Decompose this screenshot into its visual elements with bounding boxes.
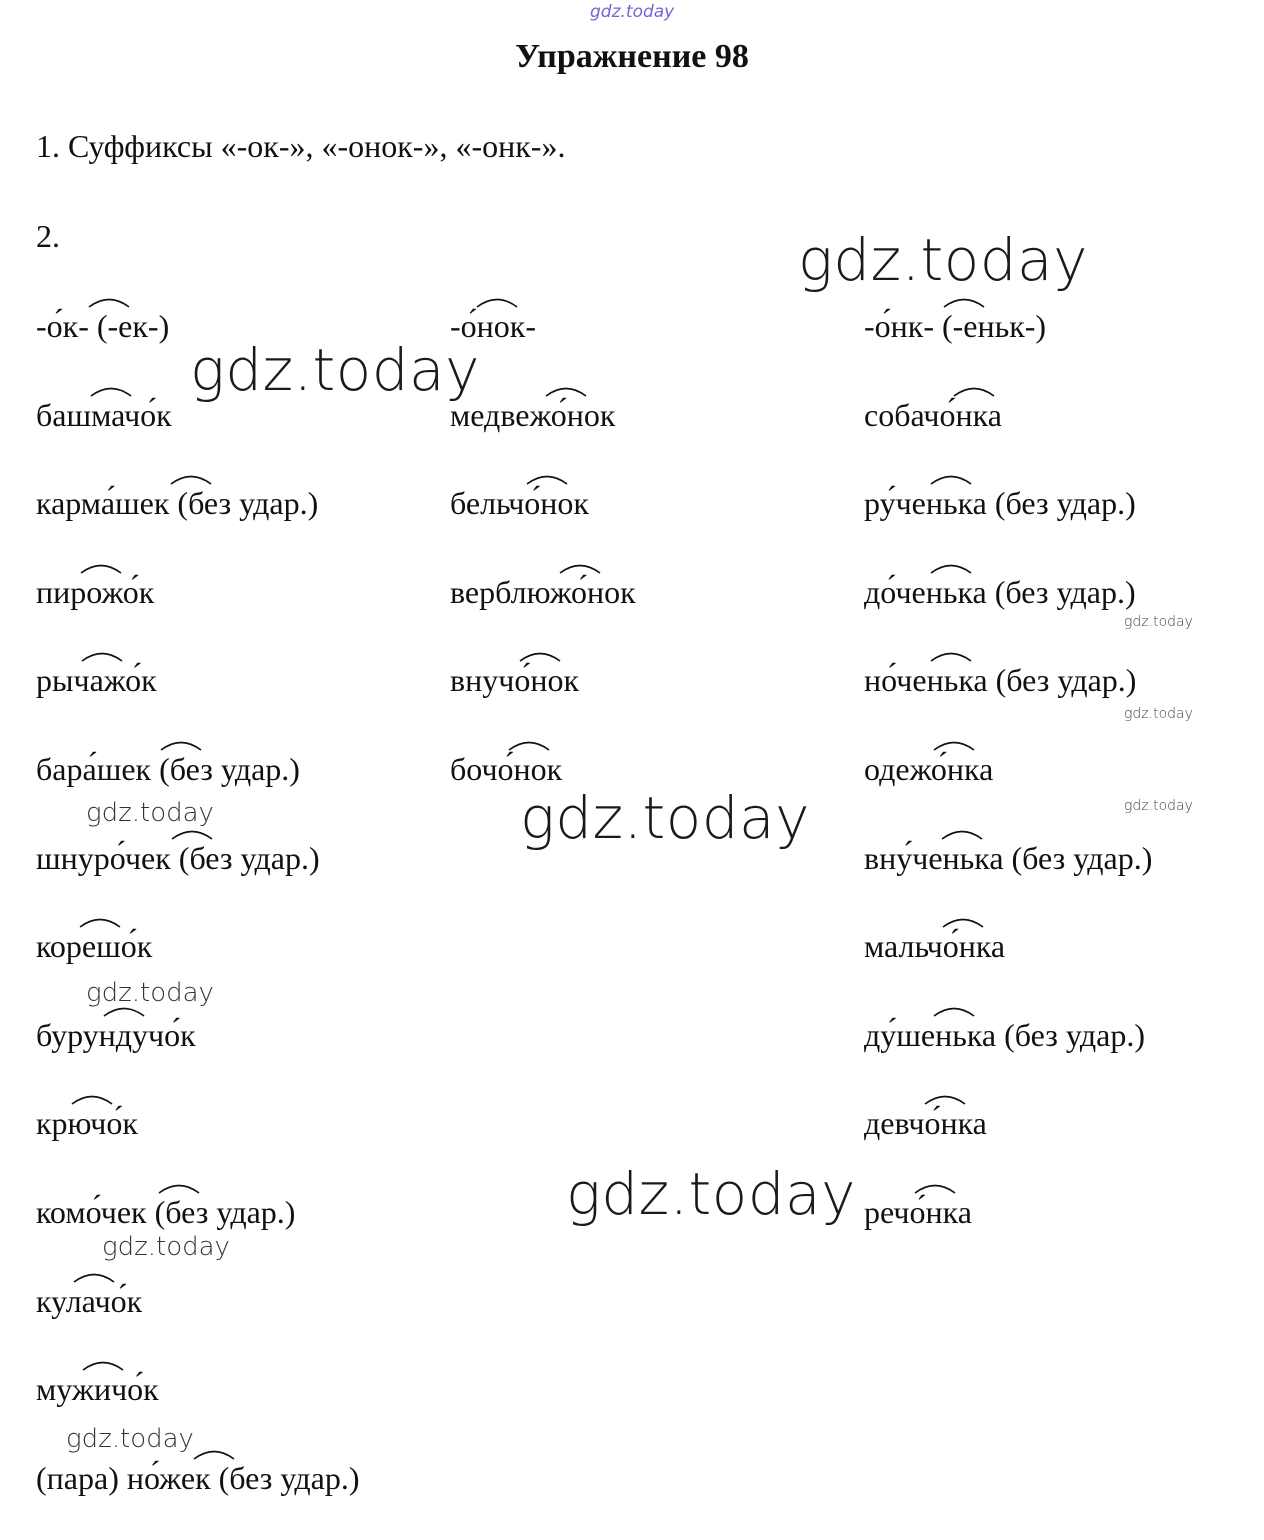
- word-item: карма́шек (без удар.): [36, 477, 359, 566]
- word-item: до́ченька (без удар.): [864, 566, 1152, 655]
- word-item: внучо́нок: [450, 654, 636, 743]
- word-item: вну́ченька (без удар.): [864, 832, 1152, 921]
- watermark: gdz.today: [86, 978, 214, 1008]
- watermark: gdz.today: [66, 1424, 194, 1454]
- word-item: башмачо́к: [36, 389, 359, 478]
- watermark: gdz.today: [520, 784, 810, 852]
- watermark: gdz.today: [102, 1232, 230, 1262]
- word-item: бара́шек (без удар.): [36, 743, 359, 832]
- word-item: медвежо́нок: [450, 389, 636, 478]
- word-item: (пара) но́жек (без удар.): [36, 1452, 359, 1540]
- word-item: речо́нка: [864, 1186, 1152, 1275]
- word-item: комо́чек (без удар.): [36, 1186, 359, 1275]
- watermark: gdz.today: [798, 226, 1088, 294]
- word-item: бурундучо́к: [36, 1009, 359, 1098]
- column-header: -о́нок-: [450, 300, 636, 389]
- word-item: шнуро́чек (без удар.): [36, 832, 359, 921]
- word-item: мужичо́к: [36, 1363, 359, 1452]
- watermark: gdz.today: [1124, 798, 1193, 814]
- word-item: кулачо́к: [36, 1275, 359, 1364]
- watermark: gdz.today: [566, 1160, 856, 1228]
- watermark: gdz.today: [86, 798, 214, 828]
- word-item: мальчо́нка: [864, 920, 1152, 1009]
- watermark-top: gdz.today: [590, 2, 675, 22]
- word-item: крючо́к: [36, 1097, 359, 1186]
- word-item: бельчо́нок: [450, 477, 636, 566]
- word-item: девчо́нка: [864, 1097, 1152, 1186]
- word-item: пирожо́к: [36, 566, 359, 655]
- column-onok: [450, 300, 636, 832]
- page-title: Упражнение 98: [515, 38, 749, 75]
- word-item: бочо́нок: [450, 743, 636, 832]
- word-item: но́ченька (без удар.): [864, 654, 1152, 743]
- watermark: gdz.today: [1124, 706, 1193, 722]
- word-item: ду́шенька (без удар.): [864, 1009, 1152, 1098]
- word-item: верблюжо́нок: [450, 566, 636, 655]
- watermark: gdz.today: [190, 336, 480, 404]
- answer-item-2-number: 2.: [36, 218, 60, 254]
- column-header: -о́к- (-ек-): [36, 300, 359, 389]
- word-item: собачо́нка: [864, 389, 1152, 478]
- word-item: одежо́нка: [864, 743, 1152, 832]
- column-header: -о́нк- (-еньк-): [864, 300, 1152, 389]
- column-onk: [864, 300, 1152, 1275]
- word-item: корешо́к: [36, 920, 359, 1009]
- word-item: ру́ченька (без удар.): [864, 477, 1152, 566]
- column-ok: [36, 300, 359, 1540]
- watermark: gdz.today: [1124, 614, 1193, 630]
- answer-item-1: 1. Суффиксы «-ок-», «-онок-», «-онк-».: [36, 128, 566, 164]
- word-item: рычажо́к: [36, 654, 359, 743]
